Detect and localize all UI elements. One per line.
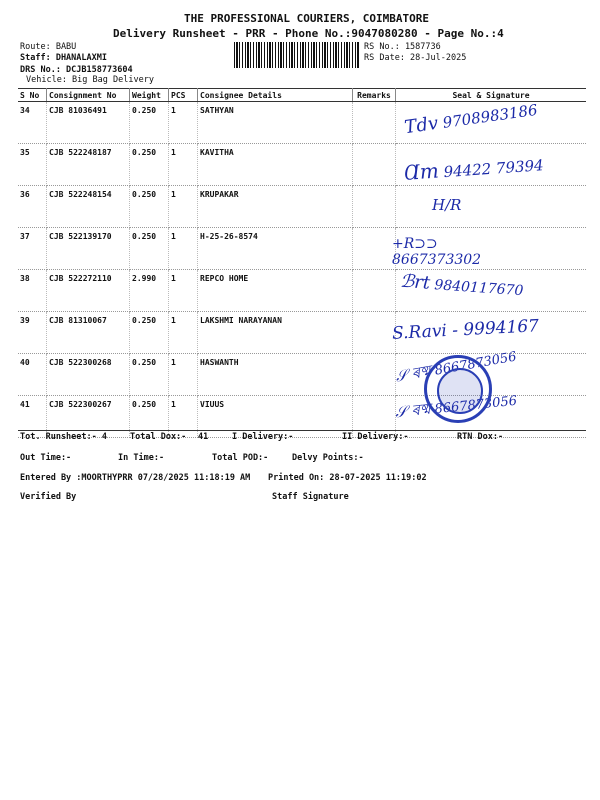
runsheet-subtitle: Delivery Runsheet - PRR - Phone No.:9047080280 - Page No.:4 <box>113 27 504 40</box>
cell-consignee: REPCO HOME <box>198 270 353 312</box>
cell-sno: 41 <box>18 396 47 438</box>
cell-consignee: KAVITHA <box>198 144 353 186</box>
cell-remarks <box>353 228 396 270</box>
cell-sno: 40 <box>18 354 47 396</box>
cell-remarks <box>353 102 396 144</box>
cell-weight: 0.250 <box>130 144 169 186</box>
runsheet-table <box>18 88 586 438</box>
signature-row-39: S.Ravi - 9994167 <box>391 316 540 344</box>
cell-consignment: CJB 522272110 <box>47 270 130 312</box>
cell-sno: 34 <box>18 102 47 144</box>
signature-row-37: +R⊃⊃ 8667373302 <box>392 236 482 268</box>
cell-weight: 0.250 <box>130 102 169 144</box>
cell-pcs: 1 <box>169 186 198 228</box>
ii-delivery-label: II Delivery:- <box>342 432 409 442</box>
col-seal-signature: Seal & Signature <box>396 89 587 102</box>
table-row <box>18 186 586 228</box>
signature-row-34: Tdv 9708983186 <box>403 100 539 139</box>
rs-date: RS Date: 28-Jul-2025 <box>364 53 467 63</box>
route-label: Route: BABU <box>20 42 77 52</box>
cell-pcs: 1 <box>169 228 198 270</box>
cell-weight: 0.250 <box>130 396 169 438</box>
total-pod-label: Total POD:- <box>212 453 269 463</box>
cell-signature <box>396 186 587 228</box>
cell-consignment: CJB 522248154 <box>47 186 130 228</box>
cell-consignee: VIUUS <box>198 396 353 438</box>
col-sno: S No <box>18 89 47 102</box>
barcode-image <box>234 42 360 68</box>
cell-pcs: 1 <box>169 312 198 354</box>
rs-number: RS No.: 1587736 <box>364 42 441 52</box>
printed-on: Printed On: 28-07-2025 11:19:02 <box>268 473 427 483</box>
cell-consignment: CJB 522248187 <box>47 144 130 186</box>
drs-label: DRS No.: DCJB158773604 <box>20 65 133 75</box>
verified-by: Verified By <box>20 492 77 502</box>
cell-pcs: 1 <box>169 354 198 396</box>
cell-weight: 0.250 <box>130 186 169 228</box>
staff-label: Staff: DHANALAXMI <box>20 53 107 63</box>
cell-sno: 37 <box>18 228 47 270</box>
cell-consignment: CJB 522300267 <box>47 396 130 438</box>
col-consignment: Consignment No <box>47 89 130 102</box>
cell-remarks <box>353 270 396 312</box>
cell-consignee: LAKSHMI NARAYANAN <box>198 312 353 354</box>
cell-remarks <box>353 144 396 186</box>
col-remarks: Remarks <box>353 89 396 102</box>
cell-consignment: CJB 522300268 <box>47 354 130 396</box>
signature-row-40: 𝒮 ৰষ্ম 8667873056 <box>394 349 518 386</box>
delvy-points-label: Delvy Points:- <box>292 453 364 463</box>
total-dox-label: Total Dox:- <box>130 432 187 442</box>
in-time-label: In Time:- <box>118 453 165 463</box>
company-seal-stamp <box>424 355 492 423</box>
staff-signature: Staff Signature <box>272 492 349 502</box>
out-time-label: Out Time:- <box>20 453 72 463</box>
cell-consignment: CJB 81310067 <box>47 312 130 354</box>
company-title: THE PROFESSIONAL COURIERS, COIMBATORE <box>184 12 430 25</box>
signature-row-35: Ɑm 94422 79394 <box>403 156 545 185</box>
cell-weight: 0.250 <box>130 228 169 270</box>
cell-consignment: CJB 522139170 <box>47 228 130 270</box>
footer-divider <box>18 430 586 431</box>
cell-pcs: 1 <box>169 270 198 312</box>
cell-consignment: CJB 81036491 <box>47 102 130 144</box>
total-dox-value: 41 <box>198 432 209 442</box>
cell-remarks <box>353 186 396 228</box>
cell-remarks <box>353 312 396 354</box>
cell-remarks <box>353 354 396 396</box>
i-delivery-label: I Delivery:- <box>232 432 294 442</box>
col-weight: Weight <box>130 89 169 102</box>
cell-consignee: H-25-26-8574 <box>198 228 353 270</box>
cell-pcs: 1 <box>169 144 198 186</box>
cell-sno: 39 <box>18 312 47 354</box>
cell-consignee: KRUPAKAR <box>198 186 353 228</box>
cell-consignee: HASWANTH <box>198 354 353 396</box>
cell-sno: 35 <box>18 144 47 186</box>
cell-consignee: SATHYAN <box>198 102 353 144</box>
cell-pcs: 1 <box>169 102 198 144</box>
cell-weight: 0.250 <box>130 354 169 396</box>
signature-row-41: 𝒮 ৰষ্ম 8667873056 <box>394 393 518 422</box>
col-pcs: PCS <box>169 89 198 102</box>
vehicle-label: Vehicle: Big Bag Delivery <box>26 75 154 85</box>
tot-runsheet: Tot. Runsheet:- 4 <box>20 432 107 442</box>
signature-row-38: ℬrt 9840117670 <box>399 270 524 300</box>
rtn-dox-label: RTN Dox:- <box>457 432 504 442</box>
table-row <box>18 228 586 270</box>
signature-row-36: H/R <box>432 196 462 214</box>
cell-sno: 36 <box>18 186 47 228</box>
entered-by: Entered By :MOORTHYPRR 07/28/2025 11:18:19 AM <box>20 473 251 483</box>
cell-sno: 38 <box>18 270 47 312</box>
cell-weight: 0.250 <box>130 312 169 354</box>
cell-pcs: 1 <box>169 396 198 438</box>
col-consignee: Consignee Details <box>198 89 353 102</box>
table-header-row <box>18 89 586 102</box>
cell-weight: 2.990 <box>130 270 169 312</box>
